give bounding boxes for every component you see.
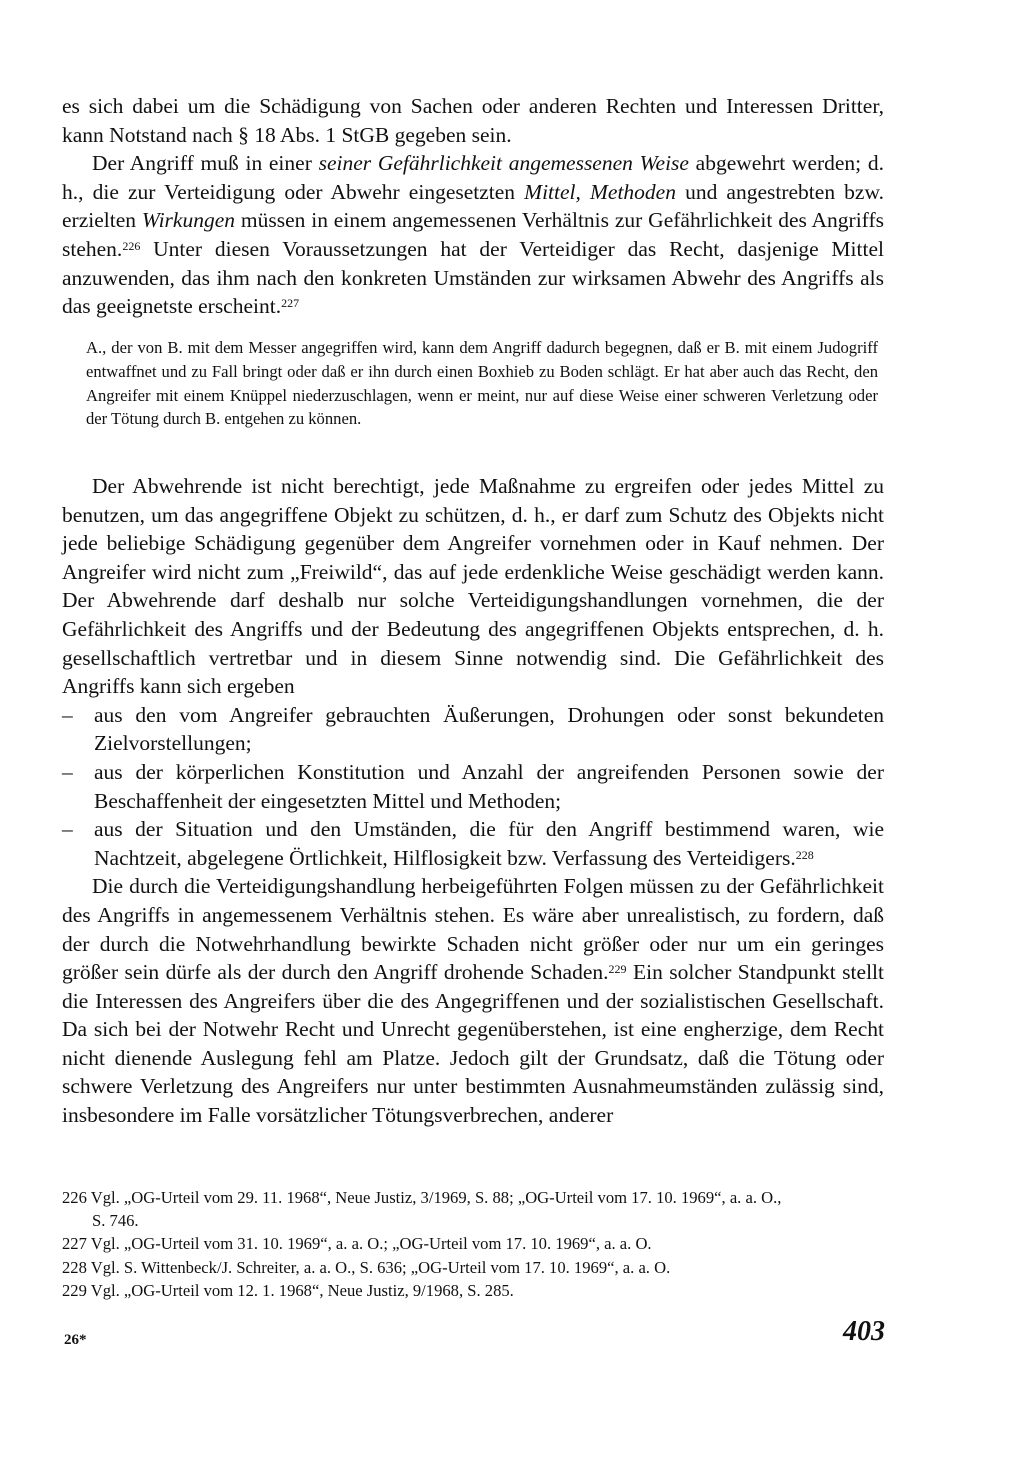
footnote-text: 229 Vgl. „OG-Urteil vom 12. 1. 1968“, Neue Justiz, 9/1968, S. 285. xyxy=(62,1280,514,1300)
danger-criteria-list xyxy=(62,701,884,873)
list-item-text: aus der Situation und den Umständen, die für den Angriff bestimmend waren, wie Nachtzeit, abgelegene Örtlichkeit, Hilflosigkeit bzw. Verfassung des Verteidigers. xyxy=(94,817,884,870)
example-text: A., der von B. mit dem Messer angegriffen wird, kann dem Angriff dadurch begegnen, daß er B. mit einem Judogriff entwaffnet und zu Fall bringt oder daß er ihn durch einen Boxhieb zu Boden schlägt. Er hat aber auch das Recht, den Angreifer mit einem Knüppel niederzuschlagen, wenn er meint, nur auf diese Weise einer schweren Verletzung oder der Tötung durch B. entgehen zu können. xyxy=(86,338,878,429)
footnote xyxy=(62,1186,842,1232)
paragraph-defender-limits: Der Abwehrende ist nicht berechtigt, jede Maßnahme zu ergreifen oder jedes Mittel zu benutzen, um das angegriffene Objekt zu schützen, d. h., er darf zum Schutz des Objekts nicht jede beliebige Schädigung gegenüber dem Angreifer vornehmen oder in Kauf nehmen. Der Angreifer wird nicht zum „Freiwild“, das auf jede erdenkliche Weise geschädigt werden kann. Der Abwehrende darf deshalb nur solche Verteidigungshandlungen vornehmen, die der Gefährlichkeit des Angriffs und der Bedeutung des angegriffenen Objekts entsprechen, d. h. gesellschaftlich vertretbar und in diesem Sinne notwendig sind. Die Gefährlichkeit des Angriffs kann sich ergeben xyxy=(62,474,884,699)
main-text-lower xyxy=(62,472,884,1130)
footnote-text: 228 Vgl. S. Wittenbeck/J. Schreiter, a. a. O., S. 636; „OG-Urteil vom 17. 10. 1969“, a. a. O. xyxy=(62,1257,671,1277)
paragraph-consequences xyxy=(62,872,884,1129)
dash-bullet: – xyxy=(62,759,73,784)
footnote-text: 226 Vgl. „OG-Urteil vom 29. 11. 1968“, Neue Justiz, 3/1969, S. 88; „OG-Urteil vom 17. 10. 1969“, a. a. O., xyxy=(62,1188,782,1207)
footnote xyxy=(62,1232,842,1255)
footnote-ref: 227 xyxy=(281,296,300,311)
list-item xyxy=(62,701,884,758)
footnote-ref: 229 xyxy=(608,962,627,977)
footnote-ref: 226 xyxy=(122,238,141,253)
text-run: müssen in einem angemessenen Verhältnis zur Gefährlichkeit des Angriffs stehen. xyxy=(62,208,884,261)
text-run: Ein solcher Standpunkt stellt die Interessen des Angreifers über die des Angegriffenen und der sozialistischen Gesellschaft. Da sich bei der Notwehr Recht und Unrecht gegenüberstehen, ist eine engherzige, dem Recht nicht dienende Auslegung fehl am Platze. Jedoch gilt der Grundsatz, daß die Tötung oder schwere Verletzung des Angreifers nur unter bestimmten Ausnahmeumständen zulässig sind, insbesondere im Falle vorsätzlicher Tötungsverbrechen, anderer xyxy=(62,960,884,1128)
footnotes xyxy=(62,1186,842,1302)
footnote-ref: 228 xyxy=(795,847,814,862)
footnote-continuation: S. 746. xyxy=(92,1211,139,1231)
example-block xyxy=(86,336,878,431)
dash-bullet: – xyxy=(62,817,73,842)
list-item xyxy=(62,758,884,815)
list-item-text: aus der körperlichen Konstitution und Anzahl der angreifenden Personen sowie der Beschaffenheit der eingesetzten Mittel und Methoden; xyxy=(94,759,884,813)
list-item xyxy=(62,815,884,872)
footnote xyxy=(62,1279,842,1302)
text-run: abgewehrt werden; d. h., die zur Verteidigung oder Abwehr eingesetzten xyxy=(62,151,884,204)
main-text-upper xyxy=(62,92,884,321)
emphasis-text: Wirkungen xyxy=(141,208,236,233)
footnote xyxy=(62,1256,842,1279)
text-run: Der Angriff muß in einer xyxy=(92,151,319,176)
list-item-text: aus den vom Angreifer gebrauchten Äußerungen, Drohungen oder sonst bekundeten Zielvorstellungen; xyxy=(94,702,884,756)
emphasis-text: Mittel, Methoden xyxy=(524,179,676,204)
text-run: Unter diesen Voraussetzungen hat der Verteidiger das Recht, dasjenige Mittel anzuwenden, das ihm nach den konkreten Umständen zur wirksamen Abwehr des Angriffs als das geeignetste erscheint. xyxy=(62,236,884,319)
footnote-text: 227 Vgl. „OG-Urteil vom 31. 10. 1969“, a. a. O.; „OG-Urteil vom 17. 10. 1969“, a. a. O. xyxy=(62,1234,652,1254)
signature-mark: 26* xyxy=(64,1332,87,1348)
page-number: 403 xyxy=(843,1316,885,1347)
emphasis-text: seiner Gefährlichkeit angemessenen Weise xyxy=(318,151,689,176)
paragraph-continuation: es sich dabei um die Schädigung von Sachen oder anderen Rechten und Interessen Dritter, kann Notstand nach § 18 Abs. 1 StGB gegeben sein. xyxy=(62,94,884,147)
paragraph-attack-defense xyxy=(62,149,884,321)
text-run: Die durch die Verteidigungshandlung herbeigeführten Folgen müssen zu der Gefährlichkeit des Angriffs in angemessenem Verhältnis stehen. Es wäre aber unrealistisch, zu fordern, daß der durch die Notwehrhandlung bewirkte Schaden nicht größer oder nur um ein geringes größer sein dürfe als der durch den Angriff drohende Schaden. xyxy=(62,874,884,985)
text-run: und angestrebten bzw. erzielten xyxy=(62,179,884,233)
dash-bullet: – xyxy=(62,702,73,727)
